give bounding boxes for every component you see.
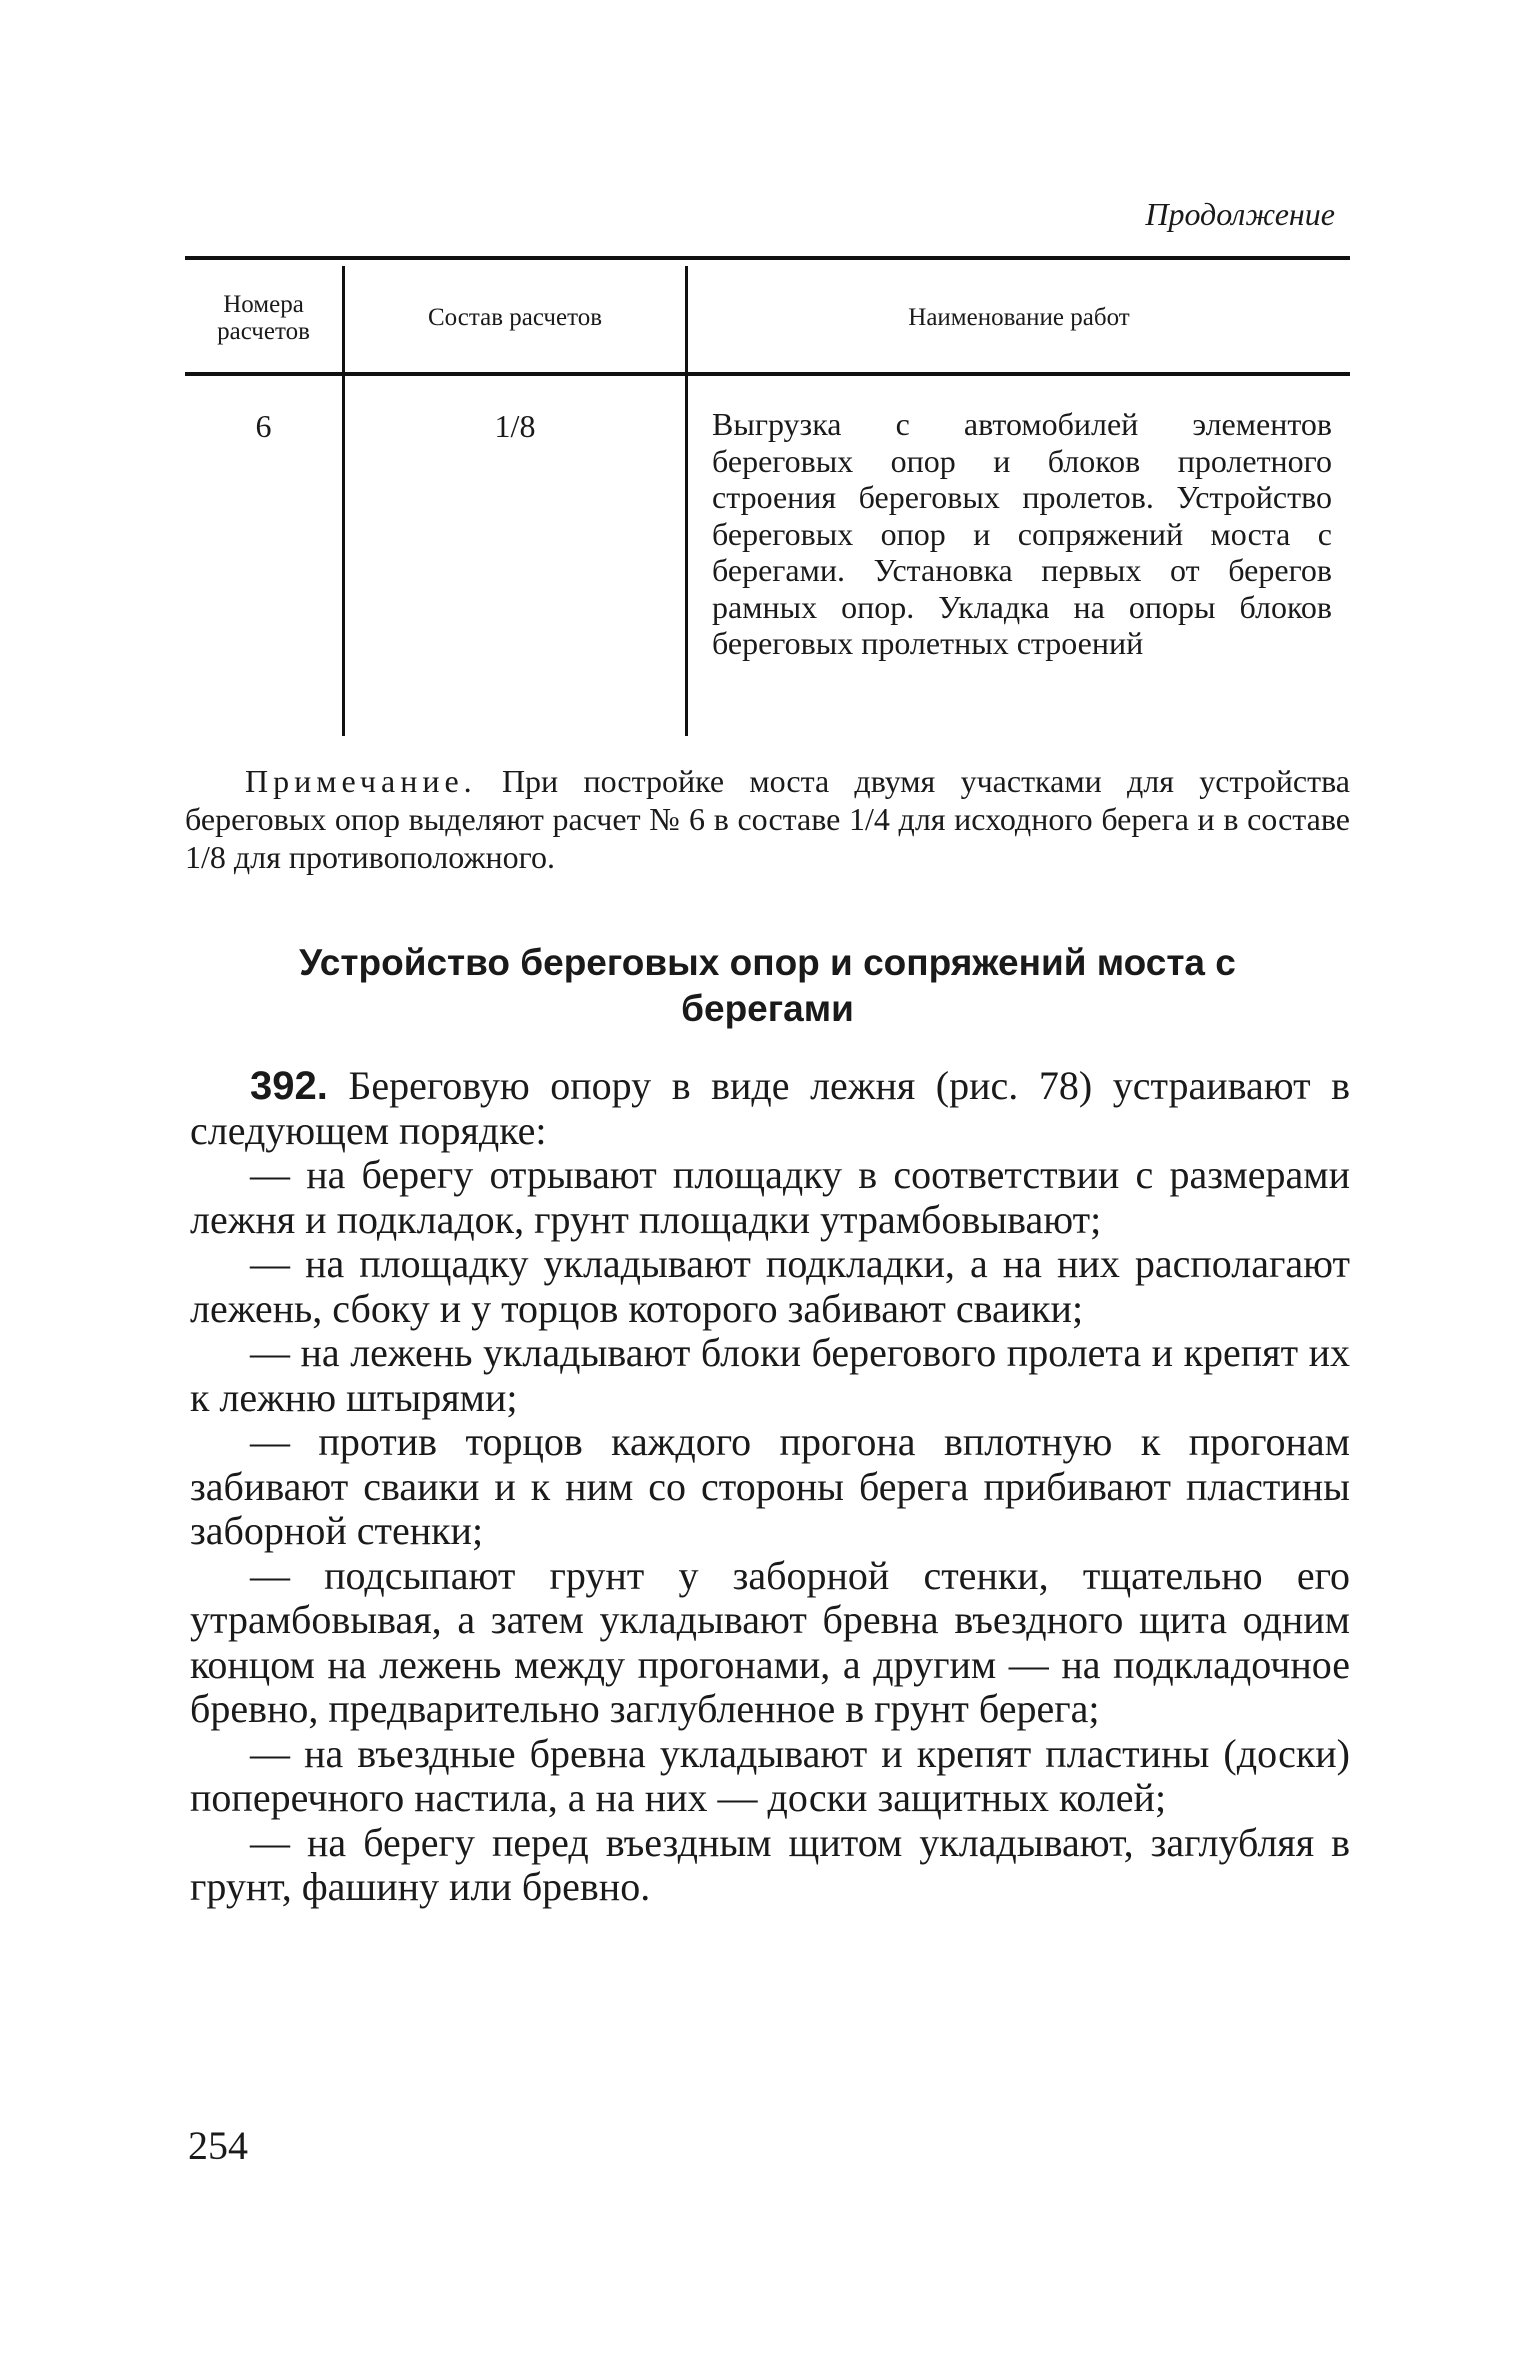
section-heading: Устройство береговых опор и сопряжений моста с берегами	[299, 942, 1236, 1029]
header-numbers: Номера расчетов	[217, 291, 310, 345]
table-header-rule	[185, 372, 1350, 376]
section-body	[190, 1064, 1350, 1910]
list-item: — против торцов каждого прогона вплотную к прогонам забивают сваики и к ним со стороны берега прибивают пластины заборной стенки;	[190, 1419, 1350, 1553]
list-item: — на берегу отрывают площадку в соответствии с размерами лежня и подкладок, грунт площадки утрамбовывают;	[190, 1152, 1350, 1242]
header-composition: Состав расчетов	[427, 304, 603, 331]
paragraph-intro: Береговую опору в виде лежня (рис. 78) устраивают в следующем порядке:	[190, 1063, 1350, 1153]
continuation-label: Продолжение	[1145, 196, 1335, 232]
cell-composition: 1/8	[494, 408, 536, 444]
table-note	[185, 762, 1350, 876]
list-item: — на лежень укладывают блоки берегового пролета и крепят их к лежню штырями;	[190, 1330, 1350, 1420]
header-works: Наименование работ	[908, 304, 1130, 331]
note-label: Примечание.	[245, 763, 477, 799]
list-item: — на площадку укладывают подкладки, а на них располагают лежень, сбоку и у торцов которого забивают сваики;	[190, 1241, 1350, 1331]
item-number: 392.	[250, 1064, 328, 1108]
paragraph-392	[190, 1064, 1350, 1153]
list-item: — на въездные бревна укладывают и крепят пластины (доски) поперечного настила, а на них — доски защитных колей;	[190, 1730, 1350, 1820]
cell-number: 6	[255, 408, 272, 444]
note-text: При постройке моста двумя участками для устройства береговых опор выделяют расчет № 6 в составе 1/4 для исходного берега и в составе 1/8 для противоположного.	[185, 763, 1351, 875]
page-number: 254	[188, 2123, 248, 2168]
list-item: — подсыпают грунт у заборной стенки, тщательно его утрамбовывая, а затем укладывают бревна въездного щита одним концом на лежень между прогонами, а другим — на подкладочное бревно, предварительно заглубленное в грунт берега;	[190, 1552, 1350, 1731]
cell-works: Выгрузка с автомобилей элементов береговых опор и блоков пролетного строения береговых пролетов. Устройство береговых опор и сопряжений моста с берегами. Установка первых от берегов рамных опор. Укладка на опоры блоков береговых пролетных строений	[712, 406, 1332, 661]
table-top-rule	[185, 256, 1350, 260]
list-item: — на берегу перед въездным щитом укладывают, заглубляя в грунт, фашину или бревно.	[190, 1819, 1350, 1909]
